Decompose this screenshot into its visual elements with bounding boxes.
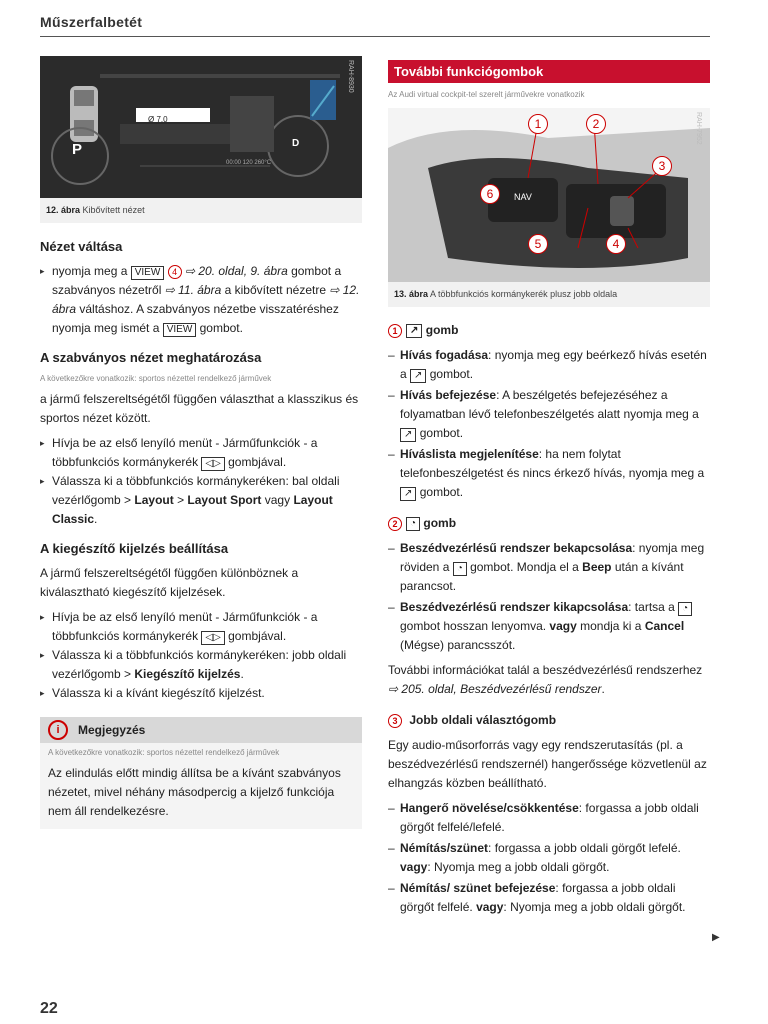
- note-title: Megjegyzés: [78, 722, 146, 737]
- dash-item: [388, 445, 710, 502]
- text: : nyomja meg röviden a: [400, 541, 705, 574]
- term: Cancel: [644, 619, 685, 633]
- note-body: [40, 743, 362, 829]
- text: a kibővített nézetre: [221, 283, 330, 297]
- section-title: gomb: [423, 516, 457, 530]
- caption-number: 13. ábra: [394, 289, 429, 299]
- header-rule: [40, 36, 710, 37]
- caption-text: A többfunkciós kormánykerék plusz jobb oldala: [430, 289, 618, 299]
- phone-key-icon: ↗: [406, 324, 422, 338]
- section-title-nezet-valtasa: Nézet váltása: [40, 239, 123, 254]
- voice-key-icon: ◔: [678, 602, 692, 616]
- dash-item: [388, 539, 710, 596]
- text: gombot a szabványos nézetről: [52, 264, 342, 297]
- text: gombot. Mondja el a: [466, 560, 583, 574]
- note-text: Az elindulás előtt mindig állítsa be a kívánt szabványos nézetet, mivel néhány másodpercig a kijelző funkciója nem áll rendelkezésre.: [48, 766, 341, 818]
- arrow-key-icon: ◁▷: [201, 457, 224, 471]
- display-status-line: 00:00 120 260°C: [226, 160, 272, 166]
- continue-arrow-icon: ▶: [712, 932, 720, 943]
- paragraph: [388, 661, 710, 699]
- term: vagy: [476, 900, 504, 914]
- term: vagy: [400, 860, 428, 874]
- term: Híváslista megjelenítése: [400, 447, 539, 461]
- text: : A beszélgetés befejezéséhez a folyamatban lévő telefonbeszélgetés alatt nyomja meg a: [400, 388, 699, 421]
- callout-3-icon: 3: [388, 714, 402, 728]
- figure-ref-link[interactable]: ⇨ 12. ábra: [52, 283, 360, 316]
- phone-key-icon: ↗: [410, 369, 426, 383]
- text: Hívja be az első lenyíló menüt - Járműfunkciók - a többfunkciós kormánykerék: [52, 610, 318, 643]
- text: : forgassa a jobb oldali görgőt lefelé.: [488, 841, 681, 855]
- callout-5-icon: 5: [528, 234, 548, 254]
- right-column: [388, 60, 710, 919]
- text: : ha nem folytat telefonbeszélgetést és nincs érkező hívás, nyomja meg a: [400, 447, 705, 480]
- text: : Nyomja meg a jobb oldali görgőt.: [503, 900, 686, 914]
- text: .: [240, 667, 244, 681]
- callout-6-icon: 6: [480, 184, 500, 204]
- section-banner: További funkciógombok: [388, 60, 710, 83]
- text: gombot.: [416, 485, 464, 499]
- bullet-right-control: [40, 646, 362, 684]
- section-gomb1: [388, 321, 710, 340]
- term: Beszédvezérlésű rendszer kikapcsolása: [400, 600, 629, 614]
- text: nyomja meg a: [52, 264, 131, 278]
- text: gombot.: [426, 367, 474, 381]
- view-key-icon: VIEW: [163, 323, 197, 337]
- text: További információkat talál a beszédvezérlésű rendszerhez: [388, 663, 703, 677]
- callout-3-icon: 3: [652, 156, 672, 176]
- figure-13-caption: [388, 282, 710, 307]
- bullet-select: ▸ Válassza ki a kívánt kiegészítő kijelzést.: [40, 684, 362, 703]
- page-ref-link[interactable]: ⇨ 205. oldal, Beszédvezérlésű rendszer: [388, 682, 602, 696]
- callout-2-icon: 2: [586, 114, 606, 134]
- term: Hangerő növelése/csökkentése: [400, 801, 579, 815]
- view-key-icon: VIEW: [131, 266, 165, 280]
- bullet-menu: [40, 434, 362, 472]
- bullet-layout: [40, 472, 362, 529]
- section-title-kiegeszito: A kiegészítő kijelzés beállítása: [40, 541, 229, 556]
- term: Némítás/ szünet befejezése: [400, 881, 556, 895]
- text: gombjával.: [224, 629, 287, 643]
- section-title-szabvanyos: A szabványos nézet meghatározása: [40, 350, 262, 365]
- text: vagy: [261, 493, 294, 507]
- display-gear-right: D: [292, 138, 300, 149]
- text: : nyomja meg egy beérkező hívás esetén a: [400, 348, 707, 381]
- menu-term: Layout: [134, 493, 174, 507]
- applies-to-note: A következőkre vonatkozik: sportos nézettel rendelkező járművek: [40, 374, 272, 383]
- phone-key-icon: ↗: [400, 487, 416, 501]
- note-box: [40, 717, 362, 829]
- dash-item: [388, 346, 710, 384]
- text: gombot hosszan lenyomva.: [400, 619, 550, 633]
- voice-key-icon: ◔: [453, 562, 467, 576]
- figure-12-caption: [40, 198, 362, 223]
- cockpit-display-illustration: [40, 56, 362, 198]
- paragraph: Egy audio-műsorforrás vagy egy rendszerutasítás (pl. a beszédvezérlésű rendszernél) hangerőssége közvetlenül az elhangzás közben beállítható.: [388, 738, 707, 790]
- text: Hívja be az első lenyíló menüt - Járműfunkciók - a többfunkciós kormánykerék: [52, 436, 318, 469]
- menu-term: Layout Classic: [52, 493, 333, 526]
- text: váltáshoz. A szabványos nézetbe visszatéréshez nyomja meg ismét a: [52, 302, 339, 335]
- paragraph: a jármű felszereltségétől függően választhat a klasszikus és sportos nézet között.: [40, 392, 359, 425]
- text: Válassza ki a többfunkciós kormánykeréken: bal oldali vezérlőgomb >: [52, 474, 340, 507]
- text: : forgassa a jobb oldali görgőt felfelé/lefelé.: [400, 801, 699, 834]
- note-header: [40, 717, 362, 743]
- section-title: gomb: [425, 323, 459, 337]
- section-gomb3: [388, 711, 710, 730]
- text: .: [601, 682, 605, 696]
- info-icon: i: [48, 720, 68, 740]
- figure-13-steering-wheel: [388, 108, 710, 282]
- term: Némítás/szünet: [400, 841, 489, 855]
- page-number: 22: [40, 1000, 58, 1017]
- callout-1-icon: 1: [388, 324, 402, 338]
- callout-1-icon: 1: [528, 114, 548, 134]
- display-gear-left: P: [72, 141, 83, 158]
- applies-to-note: A következőkre vonatkozik: sportos nézettel rendelkező járművek: [48, 748, 280, 757]
- callout-2-icon: 2: [388, 517, 402, 531]
- menu-term: Layout Sport: [187, 493, 262, 507]
- callout-4-icon: 4: [168, 265, 182, 279]
- figure-ref-link[interactable]: ⇨ 11. ábra: [164, 283, 222, 297]
- term: Hívás fogadása: [400, 348, 489, 362]
- text: >: [173, 493, 188, 507]
- applies-to-note: Az Audi virtual cockpit-tel szerelt járművekre vonatkozik: [388, 90, 585, 99]
- dash-item: [388, 799, 710, 837]
- bullet-menu: [40, 608, 362, 646]
- text: gombot.: [196, 321, 243, 335]
- figure-id: RAH-7952: [695, 112, 702, 145]
- dash-item: [388, 879, 710, 917]
- callout-4-icon: 4: [606, 234, 626, 254]
- display-distance: Ø 7.0: [148, 115, 168, 124]
- phone-key-icon: ↗: [400, 428, 416, 442]
- dash-item: [388, 839, 710, 877]
- text: gombjával.: [224, 455, 287, 469]
- bullet-view-switch: [40, 262, 362, 338]
- term: Beszédvezérlésű rendszer bekapcsolása: [400, 541, 633, 555]
- caption-text: Kibővített nézet: [82, 205, 145, 215]
- nav-button-label: NAV: [514, 192, 532, 202]
- term: Beep: [582, 560, 612, 574]
- text: : tartsa a: [628, 600, 679, 614]
- caption-number: 12. ábra: [46, 205, 81, 215]
- text: mondja ki a: [576, 619, 645, 633]
- left-column: [40, 56, 362, 829]
- paragraph: A jármű felszereltségétől függően különböznek a kiválasztható kiegészítő kijelzések.: [40, 566, 299, 599]
- menu-term: Kiegészítő kijelzés: [134, 667, 241, 681]
- steering-wheel-illustration: [388, 108, 710, 282]
- text: : forgassa a jobb oldali görgőt felfelé.: [400, 881, 676, 914]
- arrow-key-icon: ◁▷: [201, 631, 224, 645]
- section-gomb2: [388, 514, 710, 533]
- text: .: [94, 512, 98, 526]
- term: Hívás befejezése: [400, 388, 497, 402]
- dash-item: [388, 598, 710, 655]
- figure-12-cockpit-display: [40, 56, 362, 198]
- voice-key-icon: ◔: [406, 517, 420, 531]
- text: : Nyomja meg a jobb oldali görgőt.: [427, 860, 610, 874]
- term: vagy: [549, 619, 577, 633]
- text: Válassza ki a többfunkciós kormánykeréken: jobb oldali vezérlőgomb >: [52, 648, 347, 681]
- page-ref-link[interactable]: ⇨ 20. oldal, 9. ábra: [184, 264, 288, 278]
- section-title: Jobb oldali választógomb: [409, 713, 557, 727]
- dash-item: [388, 386, 710, 443]
- figure-id: RAH-8930: [347, 60, 354, 93]
- text: (Mégse) parancsszót.: [400, 638, 516, 652]
- running-header: Műszerfalbetét: [40, 14, 143, 30]
- text: gombot.: [416, 426, 464, 440]
- text: után a kívánt parancsot.: [400, 560, 684, 593]
